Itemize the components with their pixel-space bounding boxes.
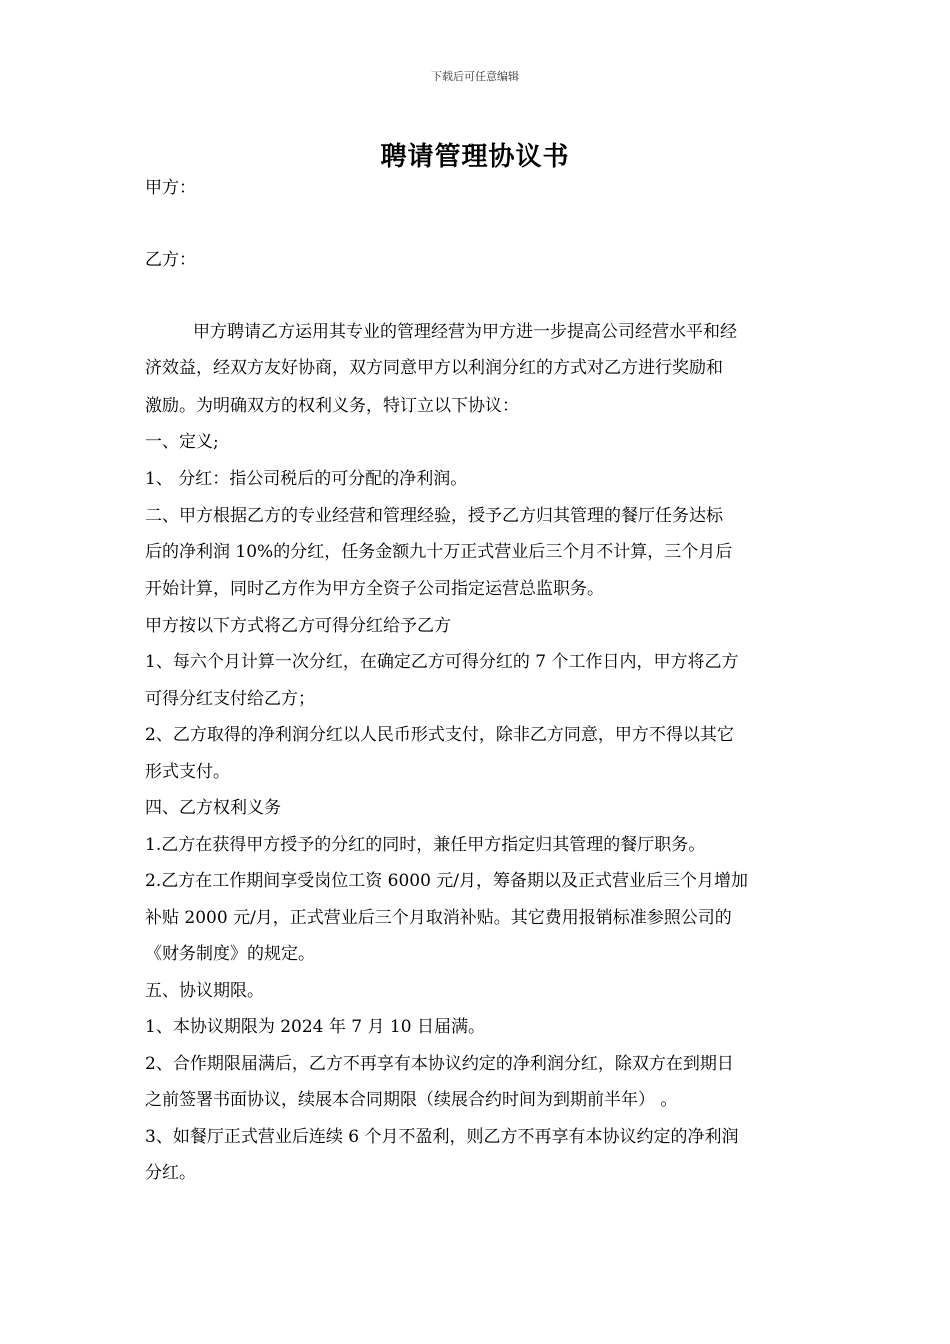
clause-line: 可得分红支付给乙方； bbox=[145, 689, 315, 709]
header-note: 下载后可任意编辑 bbox=[431, 70, 519, 83]
section-line: 二、甲方根据乙方的专业经营和管理经验，授予乙方归其管理的餐厅任务达标 bbox=[145, 506, 723, 526]
clause-line: 2、合作期限届满后，乙方不再享有本协议约定的净利润分红，除双方在到期日 bbox=[145, 1054, 734, 1074]
clause-line: 1、 分红：指公司税后的可分配的净利润。 bbox=[145, 469, 468, 489]
clause-line: 3、如餐厅正式营业后连续 6 个月不盈利，则乙方不再享有本协议约定的净利润 bbox=[145, 1127, 739, 1147]
clause-line: 之前签署书面协议，续展本合同期限（续展合约时间为到期前半年） 。 bbox=[145, 1090, 678, 1110]
clause-line: 补贴 2000 元/月，正式营业后三个月取消补贴。其它费用报销标准参照公司的 bbox=[145, 908, 732, 928]
preamble-line: 甲方聘请乙方运用其专业的管理经营为甲方进一步提高公司经营水平和经 bbox=[193, 322, 737, 342]
clause-line: 2、乙方取得的净利润分红以人民币形式支付，除非乙方同意，甲方不得以其它 bbox=[145, 725, 734, 745]
clause-line: 1.乙方在获得甲方授予的分红的同时，兼任甲方指定归其管理的餐厅职务。 bbox=[145, 835, 706, 855]
section-heading-term: 五、协议期限。 bbox=[145, 981, 264, 1001]
clause-line: 分红。 bbox=[145, 1163, 196, 1183]
clause-line: 《财务制度》的规定。 bbox=[145, 944, 315, 964]
preamble-line: 济效益，经双方友好协商，双方同意甲方以利润分红的方式对乙方进行奖励和 bbox=[145, 358, 723, 378]
clause-line: 1、每六个月计算一次分红，在确定乙方可得分红的 7 个工作日内，甲方将乙方 bbox=[145, 652, 739, 672]
clause-line: 1、本协议期限为 2024 年 7 月 10 日届满。 bbox=[145, 1017, 485, 1037]
clause-line: 形式支付。 bbox=[145, 762, 230, 782]
clause-line: 2.乙方在工作期间享受岗位工资 6000 元/月，筹备期以及正式营业后三个月增加 bbox=[145, 871, 749, 891]
document-title: 聘请管理协议书 bbox=[380, 142, 570, 172]
clause-line: 甲方按以下方式将乙方可得分红给予乙方 bbox=[145, 616, 451, 636]
section-line: 后的净利润 10%的分红，任务金额九十万正式营业后三个月不计算，三个月后 bbox=[145, 542, 733, 562]
party-a-label: 甲方： bbox=[145, 178, 196, 198]
section-line: 开始计算，同时乙方作为甲方全资子公司指定运营总监职务。 bbox=[145, 579, 604, 599]
party-b-label: 乙方： bbox=[145, 250, 196, 270]
preamble-line: 激励。为明确双方的权利义务，特订立以下协议： bbox=[145, 396, 519, 416]
section-heading-rights: 四、乙方权利义务 bbox=[145, 798, 281, 818]
section-heading-definition: 一、定义; bbox=[145, 432, 219, 452]
